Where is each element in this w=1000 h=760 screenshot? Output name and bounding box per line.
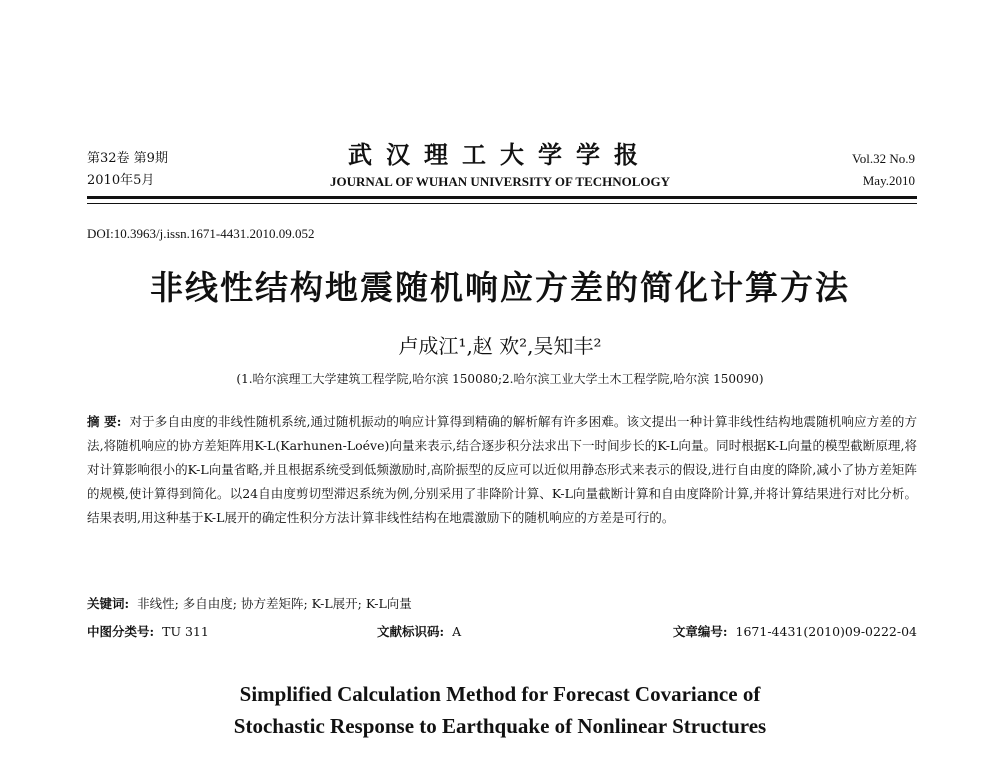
clc-label: 中图分类号: — [87, 624, 155, 639]
clc-value: TU 311 — [162, 624, 209, 639]
doc-code-label: 文献标识码: — [377, 624, 445, 639]
header-rule-thin — [87, 203, 917, 204]
abstract-label: 摘 要: — [87, 414, 122, 429]
publication-date-cn: 2010年5月 — [87, 173, 155, 188]
paper-title-en-line2: Stochastic Response to Earthquake of Nonlinear Structures — [233, 714, 767, 738]
volume-issue-en: Vol.32 No.9 — [852, 151, 915, 166]
journal-title-en: JOURNAL OF WUHAN UNIVERSITY OF TECHNOLOGY — [329, 174, 671, 189]
keywords — [87, 594, 412, 612]
article-number-value: 1671-4431(2010)09-0222-04 — [735, 624, 917, 639]
authors: 卢成江¹,赵 欢²,吴知丰² — [398, 334, 602, 358]
doi: DOI:10.3963/j.issn.1671-4431.2010.09.052 — [87, 226, 315, 241]
article-number-block — [673, 622, 917, 640]
classification-line — [87, 622, 917, 640]
paper-title-en — [0, 678, 1000, 742]
journal-volume-block — [87, 148, 168, 192]
affiliations: (1.哈尔滨理工大学建筑工程学院,哈尔滨 150080;2.哈尔滨工业大学土木工程学院,哈尔滨 150090) — [236, 372, 764, 386]
volume-issue: 第32卷 第9期 — [87, 151, 168, 166]
paper-title-en-line1: Simplified Calculation Method for Forecast Covariance of — [239, 682, 761, 706]
journal-volume-en-block — [852, 148, 915, 192]
paper-title-cn: 非线性结构地震随机响应方差的简化计算方法 — [150, 268, 850, 307]
journal-title-block — [290, 140, 710, 190]
journal-title-cn: 武汉理工大学学报 — [348, 140, 652, 169]
doc-code-block — [377, 622, 461, 640]
keywords-text: 非线性; 多自由度; 协方差矩阵; K-L展开; K-L向量 — [137, 596, 412, 611]
publication-date-en: May.2010 — [862, 173, 915, 188]
article-number-label: 文章编号: — [672, 624, 728, 639]
header-rule-thick — [87, 196, 917, 199]
doc-code-value: A — [452, 624, 462, 639]
clc-block — [87, 624, 209, 639]
abstract — [87, 410, 917, 530]
abstract-text: 对于多自由度的非线性随机系统,通过随机振动的响应计算得到精确的解析解有许多困难。该文提出一种计算非线性结构地震随机响应方差的方法,将随机响应的协方差矩阵用K-L(Karhunen-Loéve)向量来表示,结合逐步积分法求出下一时间步长的K-L向量。同时根据K-L向量的模型截断原理,将对计算影响很小的K-L向量省略,并且根据系统受到低频激励时,高阶振型的反应可以近似用静态形式来表示的假设,进行自由度的降阶,减小了协方差矩阵的规模,使计算得到简化。以24自由度剪切型滞迟系统为例,分别采用了非降阶计算、K-L向量截断计算和自由度降阶计算,并将计算结果进行对比分析。结果表明,用这种基于K-L展开的确定性积分方法计算非线性结构在地震激励下的随机响应的方差是可行的。 — [87, 414, 918, 525]
keywords-label: 关键词: — [87, 596, 130, 611]
